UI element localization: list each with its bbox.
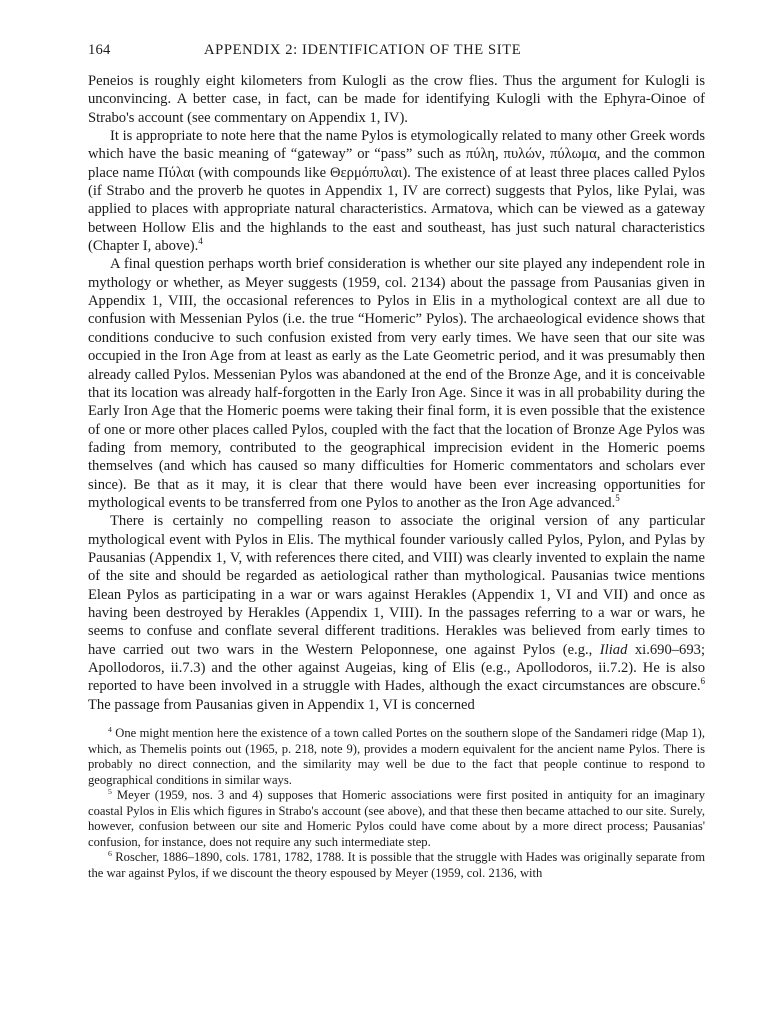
paragraph-1-text: Peneios is roughly eight kilometers from Kulogli as the crow flies. Thus the argument for Kulogli is unconvincing. A better case, in fact, can be made for identifying Kulogli with the Ephyra-Oinoe of Strabo's account (see commentary on Appendix 1, IV).	[88, 73, 705, 126]
body-text	[88, 72, 705, 714]
page-number: 164	[88, 42, 111, 58]
iliad-title: Iliad	[599, 641, 628, 658]
paragraph-2-text: It is appropriate to note here that the name Pylos is etymologically related to many other Greek words which have the basic meaning of “gateway” or “pass” such as πύλη, πυλών, πύλωμα, and the common place name Πύλαι (with compounds like Θερμόπυλαι). The existence of at least three places called Pylos (if Strabo and the proverb he quotes in Appendix 1, IV are correct) suggests that Pylos, like Pylai, was applied to places with appropriate natural characteristics. Armatova, which can be viewed as a gateway between Hollow Elis and the highlands to the east and southeast, has just such natural characteristics (Chapter I, above).	[88, 128, 705, 255]
footnote-marker-6: 6	[108, 848, 112, 858]
paragraph-1	[88, 72, 705, 127]
running-head	[88, 42, 705, 64]
page	[88, 42, 705, 881]
footnotes	[88, 726, 705, 881]
paragraph-3-text: A final question perhaps worth brief consideration is whether our site played any independent role in mythology or whether, as Meyer suggests (1959, col. 2134) about the passage from Pausanias given in Appendix 1, VIII, the occasional references to Pylos in Elis in a mythological context are all due to confusion with Messenian Pylos (i.e. the true “Homeric” Pylos). The archaeological evidence shows that conditions conducive to such confusion existed from very early times. We have seen that our site was occupied in the Iron Age from at least as early as the Late Geometric period, and it was presumably then already called Pylos. Messenian Pylos was abandoned at the end of the Bronze Age, and it is conceivable that its location was already half-forgotten in the Early Iron Age. Since it was in all probability during the Early Iron Age that the Homeric poems were taking their final form, it is even possible that the existence of one or more other places called Pylos, coupled with the fact that the location of Bronze Age Pylos was fading from memory, contributed to the geographical imprecision evident in the Homeric poems themselves (and which has caused so many difficulties for Homeric commentators and scholars ever since). Be that as it may, it is clear that there would have been ever increasing opportunities for mythological events to be transferred from one Pylos to another as the Iron Age advanced.	[88, 256, 705, 511]
footnote-ref-5[interactable]: 5	[615, 493, 620, 504]
footnote-6-text: Roscher, 1886–1890, cols. 1781, 1782, 1788. It is possible that the struggle with Hades was originally separate from the war against Pylos, if we discount the theory espoused by Meyer (1959, col. 2136, with	[88, 850, 705, 880]
running-title: APPENDIX 2: IDENTIFICATION OF THE SITE	[204, 42, 522, 58]
footnote-4-text: One might mention here the existence of a town called Portes on the southern slope of the Sandameri ridge (Map 1), which, as Themelis points out (1965, p. 218, note 9), provides a modern equivalent for the ancient name Pylos. There is probably no direct connection, and the similarity may well be due to the fact that people continue to respond to geographical conditions in similar ways.	[88, 726, 705, 787]
footnote-5-text: Meyer (1959, nos. 3 and 4) supposes that Homeric associations were first posited in antiquity for an imaginary coastal Pylos in Elis which figures in Strabo's account (see above), and that these then became attached to our site. Surely, however, confusion between our site and Homeric Pylos could have come about by a more direct process; Pausanias' confusion, for instance, does not require any such intermediate step.	[88, 788, 705, 849]
footnote-6	[88, 850, 705, 881]
footnote-ref-4[interactable]: 4	[198, 236, 203, 247]
paragraph-4-text-b: xi.690–693; Apollodoros, ii.7.3) and the other against Augeias, king of Elis (e.g., Apollodoros, ii.7.2). He is also reported to have been involved in a struggle with Hades, although the exact circumstances are obscure.	[88, 641, 706, 695]
footnote-5	[88, 788, 705, 850]
paragraph-4-text-a: There is certainly no compelling reason to associate the original version of any particular mythological event with Pylos in Elis. The mythical founder variously called Pylos, Pylon, and Pylas by Pausanias (Appendix 1, V, with references there cited, and VIII) was clearly invented to explain the name of the site and should be regarded as aetiological rather than mythological. Pausanias twice mentions Elean Pylos as participating in a war or wars against Herakles (Appendix 1, VI and VII) and once as having been destroyed by Herakles (Appendix 1, VIII). In the passages referring to a war or wars, he seems to confuse and conflate several different traditions. Herakles was believed from early times to have carried out two wars in the Western Peloponnese, one against Pylos (e.g.,	[88, 513, 705, 658]
paragraph-4-text-c: The passage from Pausanias given in Appendix 1, VI is concerned	[88, 696, 475, 713]
paragraph-2	[88, 127, 705, 255]
footnote-4	[88, 726, 705, 788]
footnote-marker-4: 4	[108, 724, 112, 734]
footnote-marker-5: 5	[108, 786, 112, 796]
paragraph-4	[88, 512, 705, 714]
footnote-ref-6[interactable]: 6	[700, 676, 705, 687]
paragraph-3	[88, 255, 705, 512]
